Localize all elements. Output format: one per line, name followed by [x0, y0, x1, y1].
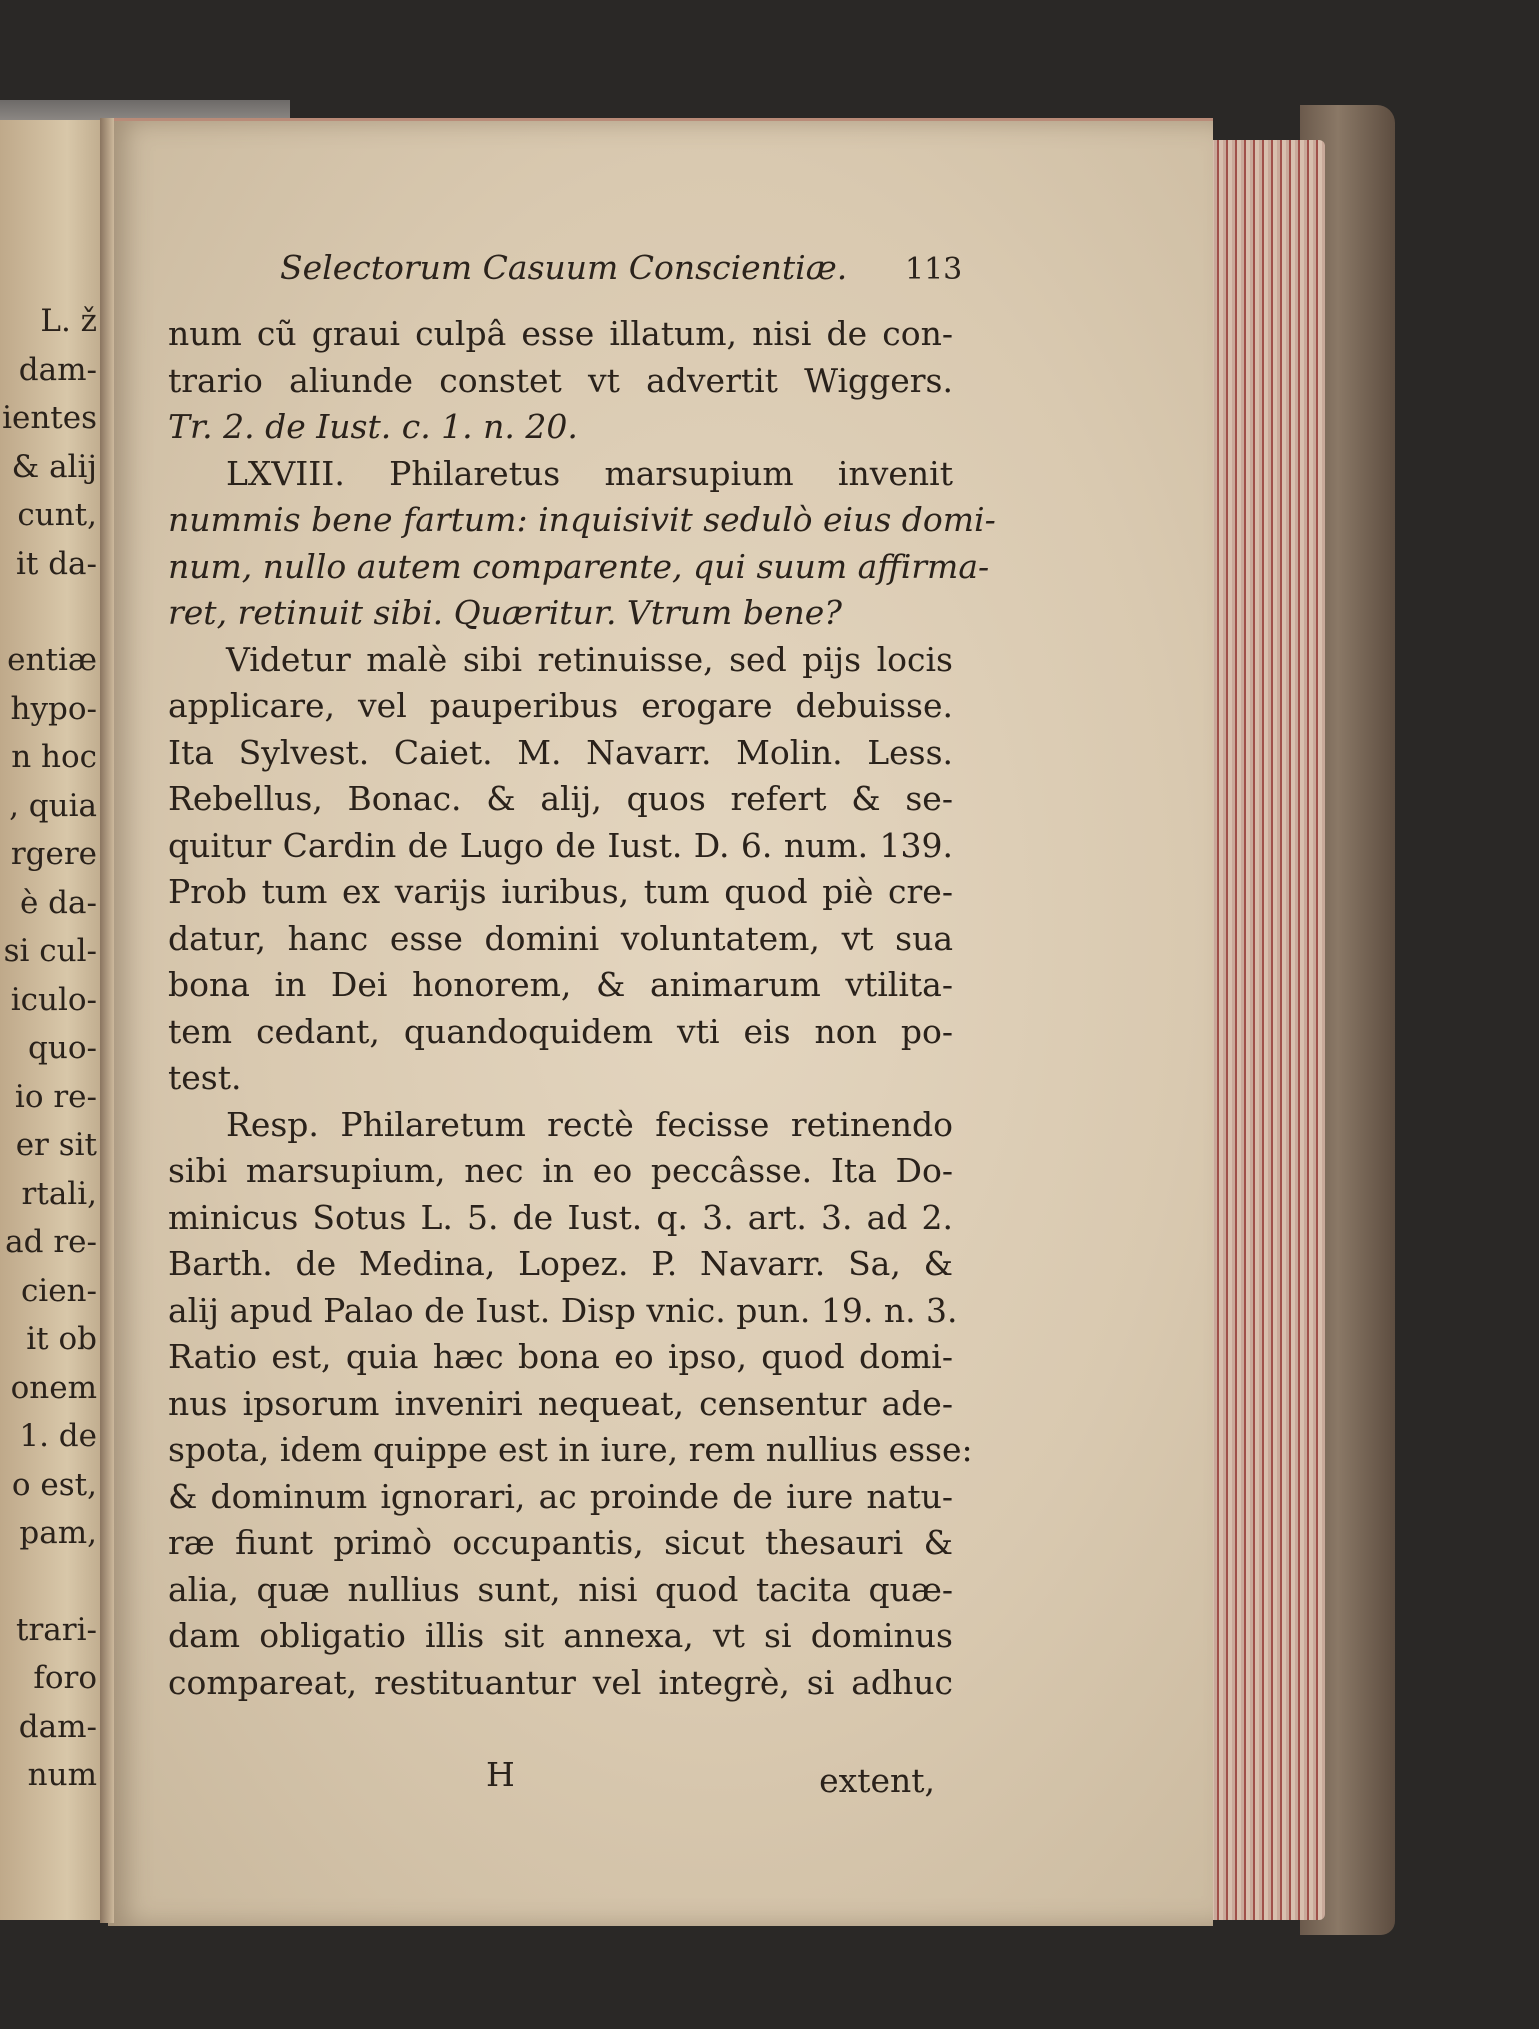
text-line: Barth. de Medina, Lopez. P. Navarr. Sa, &	[168, 1244, 953, 1283]
left-page-line-fragment: ad re-	[5, 1224, 97, 1260]
text-line: applicare, vel pauperibus erogare debuisse.	[168, 686, 953, 725]
text-line: dam obligatio illis sit annexa, vt si dominus	[168, 1616, 953, 1655]
left-page-line-fragment: cien-	[20, 1272, 97, 1309]
left-page-line-fragment: dam-	[18, 1708, 97, 1745]
text-line: sibi marsupium, nec in eo peccâsse. Ita Do-	[168, 1151, 953, 1190]
text-line: Ita Sylvest. Caiet. M. Navarr. Molin. Less.	[168, 732, 953, 772]
left-page-line-fragment: & alij	[11, 448, 97, 485]
left-page-line-fragment: si cul-	[3, 933, 97, 969]
left-page-line-fragment: num	[27, 1757, 97, 1793]
text-line: ret, retinuit sibi. Quæritur. Vtrum bene?	[168, 593, 842, 632]
left-page-line-fragment: iculo-	[10, 981, 97, 1018]
text-line: & dominum ignorari, ac proinde de iure natu-	[168, 1476, 953, 1516]
text-line: test.	[168, 1058, 242, 1097]
left-page-line-fragment: 1. de	[19, 1418, 97, 1454]
text-line: num, nullo autem comparente, qui suum affirma-	[168, 546, 990, 586]
text-line: Ratio est, quia hæc bona eo ipso, quod domi-	[168, 1337, 953, 1376]
text-line: alij apud Palao de Iust. Disp vnic. pun. 19. n. 3.	[168, 1290, 958, 1330]
text-line: Videtur malè sibi retinuisse, sed pijs locis	[226, 639, 953, 679]
text-line: alia, quæ nullius sunt, nisi quod tacita quæ-	[168, 1569, 953, 1609]
left-page-line-fragment: è da-	[19, 884, 97, 921]
left-page-line-fragment: hypo-	[10, 690, 97, 727]
text-line: spota, idem quippe est in iure, rem nullius esse:	[168, 1430, 973, 1469]
page-footer	[168, 1755, 953, 1801]
text-line: Prob tum ex varijs iuribus, tum quod piè cre-	[168, 872, 953, 911]
page-number: 113	[905, 252, 963, 287]
left-page-line-fragment: ientes	[2, 400, 97, 436]
left-page-line-fragment: rgere	[10, 836, 97, 872]
text-line: datur, hanc esse domini voluntatem, vt sua	[168, 918, 953, 958]
left-page-line-fragment: rtali,	[21, 1175, 97, 1212]
text-line: minicus Sotus L. 5. de Iust. q. 3. art. 3. ad 2.	[168, 1197, 953, 1237]
text-line: nus ipsorum inveniri nequeat, censentur ade-	[168, 1383, 953, 1423]
left-page-line-fragment: er sit	[15, 1127, 97, 1163]
running-title: Selectorum Casuum Conscientiæ.	[280, 248, 848, 287]
left-page-line-fragment: it da-	[15, 545, 97, 582]
text-line: trario aliunde constet vt advertit Wiggers.	[168, 360, 953, 400]
left-page-line-fragment: , quia	[9, 787, 97, 824]
text-line: nummis bene fartum: inquisivit sedulò eius domi-	[168, 500, 996, 539]
text-line: ræ fiunt primò occupantis, sicut thesauri &	[168, 1523, 953, 1562]
left-page-line-fragment: o est,	[11, 1466, 97, 1503]
left-page-fragments	[0, 297, 97, 1800]
page-edges	[1205, 140, 1325, 1920]
text-line: bona in Dei honorem, & animarum vtilita-	[168, 965, 953, 1004]
body-text	[168, 311, 996, 1706]
text-line: compareat, restituantur vel integrè, si adhuc	[168, 1662, 953, 1702]
text-line: tem cedant, quandoquidem vti eis non po-	[168, 1011, 953, 1051]
left-page-line-fragment: io re-	[14, 1078, 97, 1115]
signature-mark: H	[486, 1755, 515, 1794]
left-page-line-fragment: trari-	[16, 1611, 97, 1648]
text-line: quitur Cardin de Lugo de Iust. D. 6. num. 139.	[168, 825, 953, 865]
left-page-line-fragment: quo-	[28, 1030, 97, 1066]
text-line: Rebellus, Bonac. & alij, quos refert & se-	[168, 779, 953, 818]
left-page-line-fragment: foro	[33, 1660, 97, 1696]
left-page-line-fragment: dam-	[18, 351, 97, 388]
left-page-line-fragment: pam,	[19, 1515, 97, 1551]
left-page-line-fragment: L. ž	[40, 303, 97, 339]
left-page-line-fragment: n hoc	[11, 739, 97, 775]
text-line: Tr. 2. de Iust. c. 1. n. 20.	[168, 407, 578, 446]
catchword: extent,	[819, 1761, 935, 1800]
text-line: num cũ graui culpâ esse illatum, nisi de con-	[168, 314, 953, 353]
left-page-line-fragment: cunt,	[17, 497, 97, 533]
left-page-line-fragment: it ob	[26, 1321, 97, 1357]
text-line: LXVIII. Philaretus marsupium invenit	[226, 453, 953, 493]
text-line: Resp. Philaretum rectè fecisse retinendo	[226, 1104, 953, 1144]
gutter	[100, 118, 114, 1923]
left-page-line-fragment: onem	[10, 1369, 97, 1406]
left-page-line-fragment: entiæ	[7, 642, 97, 678]
